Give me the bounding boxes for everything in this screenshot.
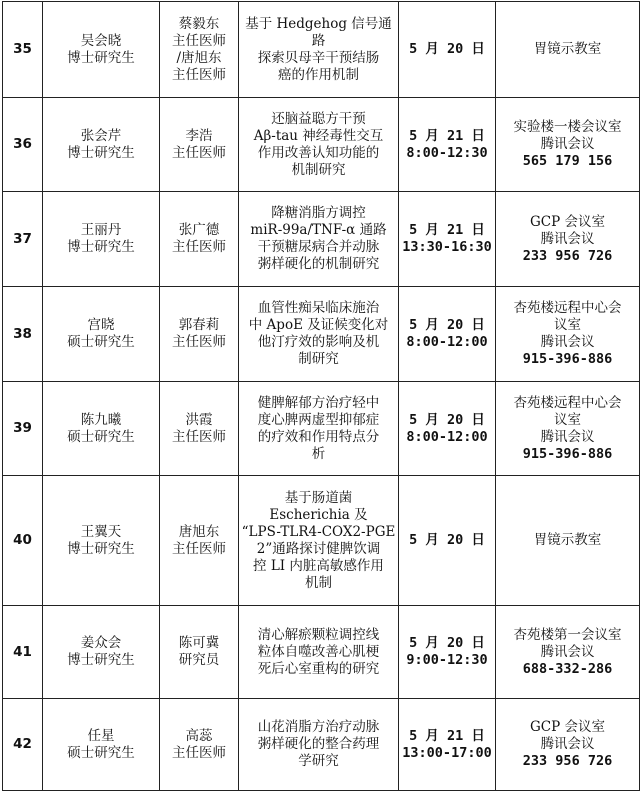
supervisor-line: 高蕊: [185, 727, 213, 744]
table-row: [3, 699, 640, 791]
topic-line: 析: [311, 445, 326, 462]
row-number: 36: [3, 98, 43, 192]
student-line: 博士研究生: [67, 540, 135, 557]
venue-line: 233 956 726: [522, 247, 613, 264]
venue-line: 688-332-286: [522, 660, 613, 677]
row-number: 39: [3, 382, 43, 476]
table-row: [3, 476, 640, 606]
student-cell: [43, 699, 160, 791]
table-row: [3, 98, 640, 192]
supervisor-cell: [160, 606, 239, 699]
topic-line: 路: [311, 32, 326, 49]
venue-line: 腾讯会议: [540, 428, 595, 445]
student-cell: [43, 2, 160, 98]
venue-line: 实验楼一楼会议室: [513, 119, 622, 135]
topic-line: 的疗效和作用特点分: [257, 428, 380, 445]
time-line: 5 月 20 日: [409, 317, 485, 333]
supervisor-cell: [160, 699, 239, 791]
venue-cell: [496, 699, 640, 791]
time-line: 5 月 21 日: [409, 727, 485, 744]
venue-line: 915-396-886: [522, 351, 613, 367]
time-line: 5 月 20 日: [409, 635, 485, 651]
topic-cell: [239, 699, 399, 791]
topic-line: 还脑益聪方干预: [271, 110, 366, 127]
supervisor-cell: [160, 98, 239, 192]
time-line: 9:00-12:30: [406, 652, 488, 668]
venue-line: 915-396-886: [522, 445, 613, 462]
venue-cell: [496, 606, 640, 699]
venue-line: 杏苑楼第一会议室: [513, 626, 622, 643]
topic-line: 血管性痴呆临床施治: [257, 300, 380, 316]
supervisor-line: 张广德: [178, 222, 220, 238]
topic-line: 机制研究: [291, 161, 346, 178]
venue-cell: [496, 98, 640, 192]
topic-cell: [239, 606, 399, 699]
row-number: 41: [3, 606, 43, 699]
time-line: 13:30-16:30: [402, 239, 492, 255]
topic-line: 中 ApoE 及证候变化对: [248, 317, 389, 333]
topic-line: 基于肠道菌: [284, 489, 353, 506]
venue-cell: [496, 382, 640, 476]
venue-cell: [496, 192, 640, 287]
topic-cell: [239, 192, 399, 287]
row-number: 40: [3, 476, 43, 606]
topic-line: Aβ-tau 神经毒性交互: [253, 127, 384, 144]
topic-line: 死后心室重构的研究: [257, 660, 380, 677]
defense-schedule-table: [2, 1, 640, 791]
supervisor-cell: [160, 287, 239, 382]
topic-line: 清心解瘀颗粒调控线: [257, 626, 380, 643]
time-line: 5 月 21 日: [409, 127, 485, 144]
topic-cell: [239, 98, 399, 192]
topic-line: 粥样硬化的整合药理: [257, 736, 380, 752]
supervisor-line: 李浩: [185, 127, 213, 144]
student-cell: [43, 98, 160, 192]
student-line: 任星: [87, 727, 115, 744]
student-cell: [43, 606, 160, 699]
supervisor-line: 唐旭东: [178, 523, 220, 540]
topic-line: 机制: [305, 574, 332, 591]
time-cell: [399, 2, 496, 98]
row-number: 42: [3, 699, 43, 791]
topic-cell: [239, 476, 399, 606]
student-line: 硕士研究生: [67, 744, 135, 761]
topic-line: 2”通路探讨健脾饮调: [256, 540, 381, 557]
time-cell: [399, 699, 496, 791]
venue-cell: [496, 287, 640, 382]
time-cell: [399, 382, 496, 476]
venue-line: 杏苑楼远程中心会: [513, 300, 622, 316]
student-line: 博士研究生: [67, 144, 135, 161]
supervisor-line: 洪霞: [185, 411, 213, 428]
student-line: 王丽丹: [80, 222, 122, 238]
topic-line: Escherichia 及: [269, 506, 368, 523]
supervisor-line: 主任医师: [172, 428, 226, 445]
topic-line: 探索贝母辛干预结肠: [257, 49, 380, 66]
student-line: 博士研究生: [67, 49, 135, 66]
topic-line: 山花消脂方治疗动脉: [257, 719, 380, 735]
time-line: 5 月 20 日: [409, 532, 485, 548]
student-line: 吴会晓: [80, 32, 122, 49]
row-number: 38: [3, 287, 43, 382]
venue-line: 胃镜示教室: [533, 532, 602, 548]
student-line: 王翼天: [80, 523, 122, 540]
venue-line: GCP 会议室: [530, 213, 605, 230]
table-row: [3, 287, 640, 382]
topic-cell: [239, 2, 399, 98]
time-line: 8:00-12:00: [406, 428, 488, 445]
time-cell: [399, 476, 496, 606]
student-line: 宫晓: [87, 317, 115, 333]
row-number: 35: [3, 2, 43, 98]
topic-line: “LPS-TLR4-COX2-PGE: [241, 523, 396, 540]
supervisor-line: 主任医师: [172, 144, 226, 161]
table-row: [3, 192, 640, 287]
student-line: 张会芹: [80, 127, 122, 144]
venue-line: 腾讯会议: [540, 736, 595, 752]
venue-line: 杏苑楼远程中心会: [513, 394, 622, 411]
student-line: 硕士研究生: [67, 428, 135, 445]
venue-cell: [496, 476, 640, 606]
time-line: 5 月 20 日: [409, 41, 485, 57]
supervisor-cell: [160, 382, 239, 476]
venue-line: 腾讯会议: [540, 136, 595, 152]
student-line: 陈九曦: [80, 411, 122, 428]
supervisor-cell: [160, 192, 239, 287]
time-line: 5 月 20 日: [409, 411, 485, 428]
topic-line: 制研究: [298, 351, 339, 367]
student-line: 姜众会: [80, 635, 122, 651]
venue-line: 议室: [554, 411, 581, 428]
topic-line: 粥样硬化的机制研究: [257, 256, 380, 272]
supervisor-line: /唐旭东: [176, 49, 222, 66]
time-line: 8:00-12:00: [406, 334, 488, 350]
row-number: 37: [3, 192, 43, 287]
supervisor-line: 研究员: [178, 652, 220, 668]
topic-line: 他汀疗效的影响及机: [257, 334, 380, 350]
supervisor-line: 主任医师: [172, 744, 226, 761]
supervisor-line: 蔡毅东: [178, 15, 220, 32]
topic-line: 作用改善认知功能的: [257, 144, 380, 161]
table-row: [3, 2, 640, 98]
venue-line: 议室: [554, 317, 581, 333]
topic-line: 基于 Hedgehog 信号通: [245, 15, 392, 32]
supervisor-line: 主任医师: [172, 540, 226, 557]
student-cell: [43, 192, 160, 287]
time-line: 13:00-17:00: [402, 744, 492, 761]
supervisor-line: 主任医师: [172, 32, 226, 49]
supervisor-line: 郭春莉: [178, 317, 220, 333]
venue-line: 胃镜示教室: [533, 41, 602, 57]
venue-cell: [496, 2, 640, 98]
student-cell: [43, 476, 160, 606]
time-cell: [399, 606, 496, 699]
student-cell: [43, 382, 160, 476]
table-row: [3, 382, 640, 476]
time-line: 5 月 21 日: [409, 222, 485, 238]
venue-line: GCP 会议室: [530, 719, 605, 735]
topic-line: 健脾解郁方治疗轻中: [257, 394, 380, 411]
supervisor-line: 主任医师: [172, 66, 226, 83]
student-line: 博士研究生: [67, 652, 135, 668]
topic-line: miR-99a/TNF-α 通路: [250, 222, 387, 238]
topic-cell: [239, 287, 399, 382]
topic-line: 粒体自噬改善心肌梗: [257, 643, 380, 660]
venue-line: 腾讯会议: [540, 230, 595, 247]
supervisor-cell: [160, 476, 239, 606]
table-row: [3, 606, 640, 699]
venue-line: 233 956 726: [522, 753, 613, 769]
topic-line: 度心脾两虚型抑郁症: [257, 411, 380, 428]
venue-line: 腾讯会议: [540, 643, 595, 660]
time-line: 8:00-12:30: [406, 144, 488, 161]
topic-cell: [239, 382, 399, 476]
topic-line: 干预糖尿病合并动脉: [257, 239, 380, 255]
supervisor-line: 主任医师: [172, 239, 226, 255]
supervisor-line: 主任医师: [172, 334, 226, 350]
student-line: 硕士研究生: [67, 334, 135, 350]
topic-line: 癌的作用机制: [278, 66, 359, 83]
topic-line: 学研究: [298, 753, 339, 769]
student-line: 博士研究生: [67, 239, 135, 255]
topic-line: 控 LI 内脏高敏感作用: [253, 557, 384, 574]
supervisor-line: 陈可冀: [178, 635, 220, 651]
topic-line: 降糖消脂方调控: [271, 205, 366, 221]
student-cell: [43, 287, 160, 382]
supervisor-cell: [160, 2, 239, 98]
time-cell: [399, 287, 496, 382]
time-cell: [399, 192, 496, 287]
venue-line: 腾讯会议: [540, 334, 595, 350]
time-cell: [399, 98, 496, 192]
venue-line: 565 179 156: [522, 153, 613, 169]
schedule-body: [3, 2, 640, 791]
